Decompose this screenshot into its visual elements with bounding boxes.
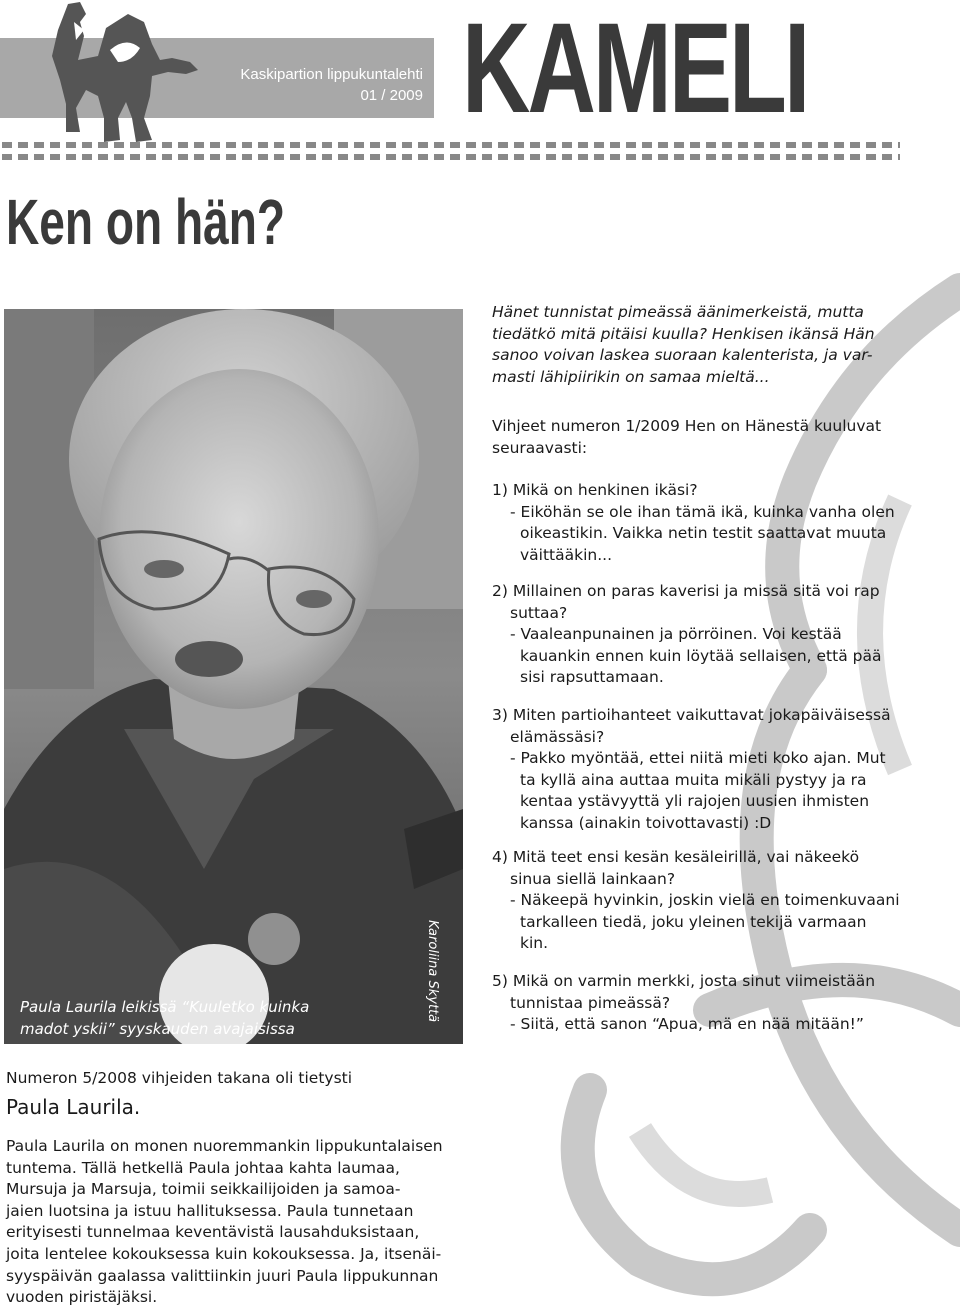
question-5 — [492, 971, 912, 1036]
photo-caption — [20, 996, 340, 1062]
question-line: suttaa? — [510, 603, 568, 622]
caption-line-2: madot yskii” syyskauden avajaisissa 2007. — [20, 1020, 295, 1060]
answer-line: - Näkeepä hyvinkin, joskin vielä en toimenkuvaani — [510, 891, 900, 910]
clues-intro-line: Vihjeet numeron 1/2009 Hen on Hänestä kuuluvat — [492, 417, 882, 435]
question-line: 5) Mikä on varmin merkki, josta sinut viimeistään — [492, 972, 876, 990]
bio-line: Paula Laurila on monen nuoremmankin lippukuntalaisen — [6, 1137, 443, 1155]
question-3 — [492, 705, 912, 835]
answer-line: kanssa (ainakin toivottavasti) :D — [520, 813, 772, 832]
portrait-image — [4, 309, 463, 1044]
bio-line: Mursuja ja Marsuja, toimii seikkailijoiden ja samoa- — [6, 1180, 401, 1199]
question-line: 2) Millainen on paras kaverisi ja missä sitä voi rap — [492, 582, 880, 600]
answer-line: tarkalleen tiedä, joku yleinen tekijä varmaan — [520, 912, 867, 931]
question-1 — [492, 480, 912, 566]
photo-credit: Karoliina Skyttä — [425, 920, 440, 1023]
clues-intro — [492, 416, 912, 459]
answer-line: - Eiköhän se ole ihan tämä ikä, kuinka vanha olen — [510, 502, 895, 521]
answer-line: kin. — [520, 934, 549, 953]
article-intro — [492, 302, 912, 388]
answer-line: - Pakko myöntää, ettei niitä mieti koko ajan. Mut — [510, 749, 886, 768]
question-line: tunnistaa pimeässä? — [510, 993, 671, 1012]
caption-line-1: Paula Laurila leikissä “Kuuletko kuinka — [20, 998, 310, 1016]
answer-line: - Vaaleanpunainen ja pörröinen. Voi kestää — [510, 625, 842, 644]
previous-answer-intro: Numeron 5/2008 vihjeiden takana oli tietysti — [6, 1069, 353, 1087]
portrait-photo — [4, 309, 463, 1044]
masthead-title: KAMELI — [462, 0, 808, 140]
answer-line: kentaa ystävyyttä yli rajojen uusien ihmisten — [520, 792, 870, 811]
answer-line: oikeastikin. Vaikka netin testit saattavat muuta — [520, 524, 887, 543]
bio-line: jaien luotsina ja istuu hallituksessa. Paula tunnetaan — [6, 1201, 414, 1220]
intro-line: Hänet tunnistat pimeässä äänimerkeistä, mutta — [492, 303, 864, 321]
clues-intro-line: seuraavasti: — [492, 438, 588, 457]
question-line: 1) Mikä on henkinen ikäsi? — [492, 481, 698, 499]
bio-paragraph — [6, 1136, 446, 1309]
question-line: 4) Mitä teet ensi kesän kesäleirillä, vai näkeekö — [492, 848, 860, 866]
answer-line: ta kyllä aina auttaa muita mikäli pystyy ja ra — [520, 770, 867, 789]
subtitle-line-1: Kaskipartion lippukuntalehti — [240, 66, 423, 83]
dotted-separator — [0, 140, 900, 166]
question-2 — [492, 581, 912, 689]
bio-line: vuoden piristäjäksi. — [6, 1288, 158, 1307]
subtitle-line-2: 01 / 2009 — [360, 87, 423, 104]
bio-line: joita lentelee kokouksessa kuin kokouksessa. Ja, itsenäi- — [6, 1244, 442, 1263]
issue-roman-numeral: XIV — [874, 110, 895, 125]
intro-line: sanoo voivan laskea suoraan kalenterista, ja var- — [492, 346, 873, 365]
bio-line: erityisesti tunnelmaa keventävistä lausahduksistaan, — [6, 1223, 420, 1242]
question-line: sinua siellä lainkaan? — [510, 869, 676, 888]
answer-line: kauankin ennen kuin löytää sellaisen, että pää — [520, 646, 882, 665]
bio-line: syyspäivän gaalassa valittiinkin juuri Paula lippukunnan — [6, 1266, 439, 1285]
answer-line: sisi rapsuttamaan. — [520, 668, 664, 687]
intro-line: masti lähipiirikin on samaa mieltä... — [492, 367, 770, 386]
answer-line: - Siitä, että sanon “Apua, mä en nää mitään!” — [510, 1015, 864, 1034]
question-line: elämässäsi? — [510, 727, 605, 746]
article-title: Ken on hän? — [6, 186, 286, 258]
answer-line: väittääkin... — [520, 545, 613, 564]
intro-line: tiedätkö mitä pitäisi kuulla? Henkisen ikänsä Hän — [492, 324, 875, 343]
magazine-subtitle — [175, 64, 423, 106]
previous-answer-name: Paula Laurila. — [6, 1095, 141, 1119]
question-4 — [492, 847, 912, 955]
question-line: 3) Miten partioihanteet vaikuttavat jokapäiväisessä — [492, 706, 891, 724]
bio-line: tuntema. Tällä hetkellä Paula johtaa kahta laumaa, — [6, 1158, 400, 1177]
